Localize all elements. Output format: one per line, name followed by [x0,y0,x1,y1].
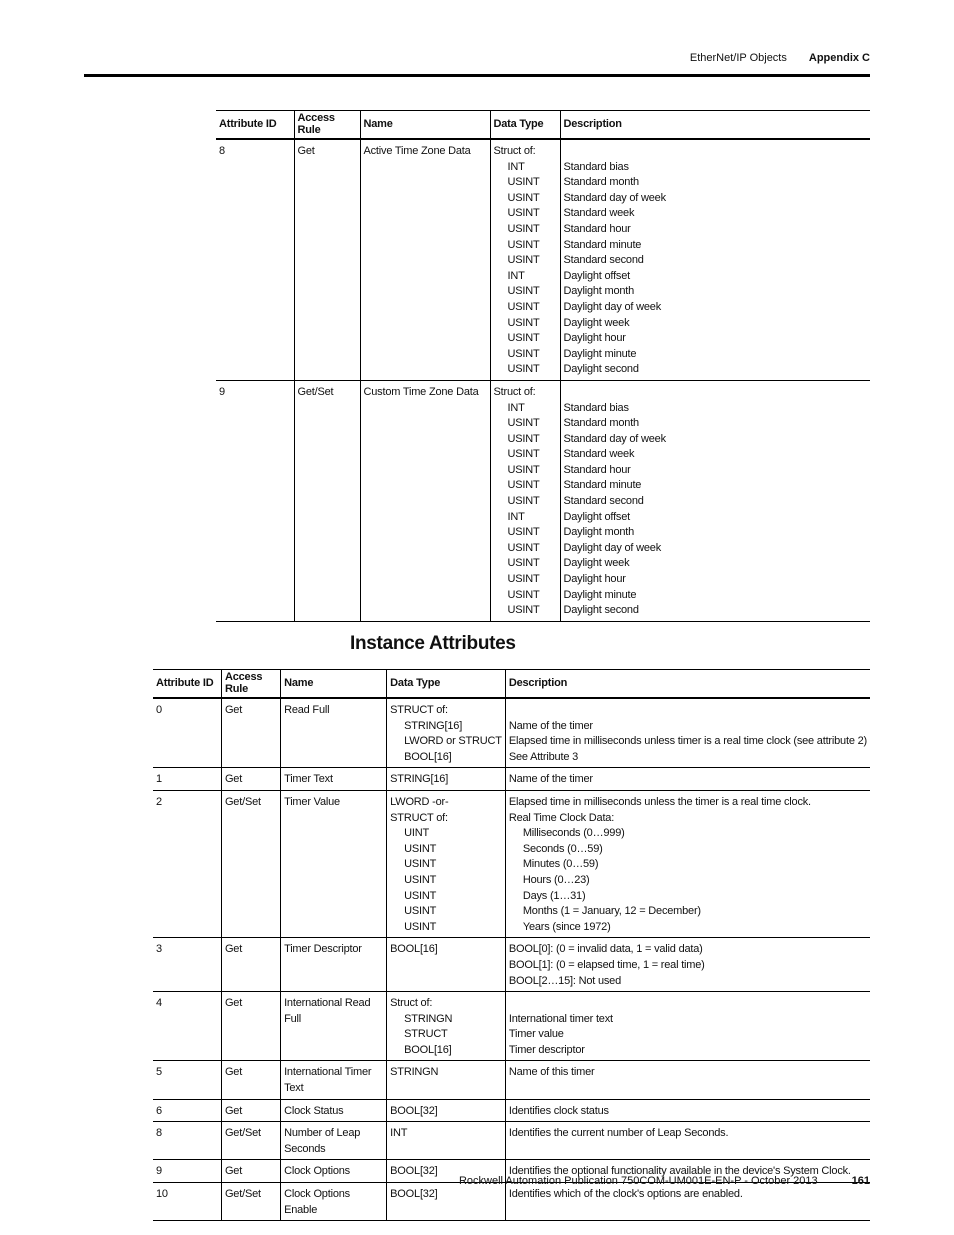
data-type-member: USINT [507,557,540,570]
col-name: Name [281,670,387,699]
description-member: Standard day of week [563,191,666,204]
data-type-member: USINT [507,479,540,492]
description-head: Name of the timer [508,773,593,786]
access-rule-cell: Get/Set [221,1183,280,1221]
description-member: Years (since 1972) [522,920,611,933]
description-member: International timer text [508,1012,613,1025]
name-cell: Custom Time Zone Data [360,380,490,621]
table-header-row [153,670,870,699]
data-type-cell [387,1183,506,1221]
data-type-head: INT [390,1127,408,1140]
data-type-member: INT [507,269,525,282]
header-appendix: Appendix C [808,52,870,64]
description-head: Identifies which of the clock's options are enabled. [508,1188,743,1201]
table-row [216,139,870,380]
name-cell: International Read Full [281,992,387,1061]
data-type-head: Struct of: [390,997,433,1010]
table-row [153,768,870,791]
footer-publication: Rockwell Automation Publication 750COM-UM001E-EN-P - October 2013 [458,1175,818,1187]
description-member: Standard second [563,254,644,267]
description-head: Elapsed time in milliseconds unless the timer is a real time clock. [508,795,811,808]
description-member: Daylight offset [563,510,631,523]
description-member: Standard week [563,207,635,220]
description-head: Identifies the optional functionality available in the device's System Clock. [508,1165,851,1178]
description-member: Timer descriptor [508,1043,585,1056]
description-member: Daylight day of week [563,300,661,313]
name-cell: Clock Options Enable [281,1183,387,1221]
description-member: Daylight minute [563,588,637,601]
name-cell: Timer Value [281,790,387,937]
instance-attributes-table [153,669,870,1221]
access-rule-cell: Get/Set [294,380,360,621]
data-type-member: USINT [507,238,540,251]
description-cell [560,139,870,380]
col-description: Description [560,111,870,140]
table-header-row [216,111,870,140]
description-cell [505,1061,870,1099]
description-member: Standard bias [563,401,629,414]
access-rule-cell: Get [294,139,360,380]
table-row [153,698,870,768]
description-member: Hours (0…23) [522,873,590,886]
access-rule-cell: Get [221,698,280,768]
data-type-cell [387,1122,506,1160]
data-type-member: USINT [507,300,540,313]
table-row [153,992,870,1061]
name-cell: Active Time Zone Data [360,139,490,380]
data-type-member: USINT [507,347,540,360]
data-type-member: USINT [507,316,540,329]
data-type-cell [490,139,560,380]
col-description: Description [505,670,870,699]
table-row [153,938,870,992]
attribute-id-cell: 8 [216,139,294,380]
data-type-head: LWORD -or- [390,795,449,808]
description-line: BOOL[2…15]: Not used [508,974,622,987]
name-cell: Timer Text [281,768,387,791]
data-type-member: INT [507,510,525,523]
data-type-member: USINT [507,176,540,189]
description-spacer [509,996,867,1012]
description-member: Standard day of week [563,432,666,445]
section-title: Instance Attributes [350,633,516,654]
data-type-member: USINT [507,332,540,345]
data-type-member: INT [507,401,525,414]
name-cell: International Timer Text [281,1061,387,1099]
description-member: Days (1…31) [522,889,586,902]
data-type-member: INT [507,160,525,173]
data-type-member: USINT [507,541,540,554]
description-member: Minutes (0…59) [522,858,599,871]
data-type-cell [387,768,506,791]
data-type-member: USINT [507,448,540,461]
description-spacer [564,144,868,160]
description-cell [505,698,870,768]
description-head: Identifies the current number of Leap Seconds. [508,1127,729,1140]
name-cell: Number of Leap Seconds [281,1122,387,1160]
data-type-head: STRUCT of: [390,811,448,824]
access-rule-cell: Get [221,1099,280,1122]
access-rule-cell: Get/Set [221,1122,280,1160]
description-member: Daylight week [563,557,630,570]
table-row [153,1183,870,1221]
access-rule-cell: Get [221,1160,280,1183]
table-row [216,380,870,621]
data-type-head: BOOL[32] [390,1104,438,1117]
data-type-member: USINT [507,254,540,267]
data-type-member: USINT [404,873,437,886]
description-member: Standard second [563,495,644,508]
access-rule-cell: Get/Set [221,790,280,937]
description-line: BOOL[1]: (0 = elapsed time, 1 = real time) [508,958,705,971]
description-cell [505,1099,870,1122]
data-type-member: USINT [507,526,540,539]
description-member: See Attribute 3 [508,750,579,763]
description-member: Daylight second [563,363,639,376]
description-head: Name of this timer [508,1066,595,1079]
data-type-member: USINT [507,417,540,430]
page-header [0,52,870,64]
attribute-id-cell: 6 [153,1099,221,1122]
attribute-id-cell: 9 [153,1160,221,1183]
access-rule-cell: Get [221,938,280,992]
attribute-id-cell: 3 [153,938,221,992]
description-member: Daylight second [563,604,639,617]
description-member: Standard minute [563,238,642,251]
data-type-cell [387,1061,506,1099]
data-type-member: BOOL[16] [404,1043,452,1056]
data-type-member: USINT [507,463,540,476]
data-type-member: USINT [507,207,540,220]
data-type-member: USINT [404,858,437,871]
data-type-member: USINT [404,842,437,855]
attribute-id-cell: 0 [153,698,221,768]
header-rule [84,74,870,77]
description-member: Standard hour [563,463,631,476]
col-data-type: Data Type [490,111,560,140]
attribute-id-cell: 9 [216,380,294,621]
class-attributes-table [216,110,870,622]
data-type-head: BOOL[32] [390,1165,438,1178]
data-type-member: USINT [507,495,540,508]
description-member: Daylight hour [563,573,626,586]
access-rule-cell: Get [221,992,280,1061]
data-type-member: USINT [507,604,540,617]
attribute-id-cell: 10 [153,1183,221,1221]
description-cell [560,380,870,621]
data-type-member: STRING[16] [404,719,463,732]
description-member: Daylight minute [563,347,637,360]
data-type-member: STRUCT [404,1028,448,1041]
description-spacer [564,385,868,401]
data-type-member: USINT [507,432,540,445]
col-access-rule: Access Rule [221,670,280,699]
access-rule-cell: Get [221,1061,280,1099]
data-type-head: STRUCT of: [390,704,448,716]
name-cell: Timer Descriptor [281,938,387,992]
table-row [153,1122,870,1160]
data-type-head: Struct of: [493,145,536,157]
attribute-id-cell: 1 [153,768,221,791]
table-row [153,1099,870,1122]
data-type-member: USINT [507,285,540,298]
description-member: Standard bias [563,160,629,173]
data-type-cell [387,698,506,768]
description-member: Standard hour [563,222,631,235]
data-type-member: USINT [507,363,540,376]
data-type-member: USINT [507,222,540,235]
access-rule-cell: Get [221,768,280,791]
name-cell: Clock Status [281,1099,387,1122]
description-cell [505,768,870,791]
description-member: Standard month [563,417,639,430]
data-type-cell [387,790,506,937]
data-type-head: BOOL[16] [390,943,438,956]
attribute-id-cell: 2 [153,790,221,937]
description-member: Seconds (0…59) [522,842,603,855]
description-member: Months (1 = January, 12 = December) [522,905,701,918]
data-type-member: STRINGN [404,1012,453,1025]
description-spacer [509,703,867,719]
data-type-cell [387,1099,506,1122]
attribute-id-cell: 8 [153,1122,221,1160]
data-type-member: LWORD or STRUCT [404,735,502,748]
data-type-member: USINT [507,573,540,586]
table-row [153,790,870,937]
description-member: Daylight hour [563,332,626,345]
description-line: BOOL[0]: (0 = invalid data, 1 = valid data) [508,943,703,956]
name-cell: Clock Options [281,1160,387,1183]
data-type-member: USINT [404,905,437,918]
col-attribute-id: Attribute ID [216,111,294,140]
col-name: Name [360,111,490,140]
page-footer [0,1175,870,1187]
col-data-type: Data Type [387,670,506,699]
data-type-member: UINT [404,827,430,840]
data-type-cell [387,938,506,992]
data-type-member: USINT [507,191,540,204]
description-cell [505,938,870,992]
description-member: Elapsed time in milliseconds unless timer is a real time clock (see attribute 2) [508,735,867,748]
description-member: Daylight offset [563,269,631,282]
description-member: Daylight month [563,526,635,539]
description-cell [505,790,870,937]
header-section: EtherNet/IP Objects [689,52,787,64]
data-type-member: BOOL[16] [404,750,452,763]
data-type-member: USINT [404,889,437,902]
description-head: Real Time Clock Data: [508,811,615,824]
description-member: Name of the timer [508,719,593,732]
description-member: Daylight week [563,316,630,329]
description-cell [505,1183,870,1221]
description-member: Standard month [563,176,639,189]
data-type-head: STRING[16] [390,773,449,786]
attribute-id-cell: 5 [153,1061,221,1099]
data-type-head: STRINGN [390,1066,439,1079]
description-member: Standard week [563,448,635,461]
data-type-member: USINT [404,920,437,933]
data-type-head: Struct of: [493,385,536,398]
description-member: Standard minute [563,479,642,492]
description-member: Daylight month [563,285,635,298]
description-cell [505,1122,870,1160]
data-type-cell [490,380,560,621]
name-cell: Read Full [281,698,387,768]
data-type-member: USINT [507,588,540,601]
data-type-cell [387,992,506,1061]
col-attribute-id: Attribute ID [153,670,221,699]
description-cell [505,992,870,1061]
col-access-rule: Access Rule [294,111,360,140]
data-type-head: BOOL[32] [390,1188,438,1201]
description-member: Daylight day of week [563,541,661,554]
attribute-id-cell: 4 [153,992,221,1061]
description-member: Timer value [508,1028,564,1041]
page-number: 161 [851,1175,870,1187]
description-member: Milliseconds (0…999) [522,827,625,840]
description-head: Identifies clock status [508,1104,609,1117]
table-row [153,1061,870,1099]
